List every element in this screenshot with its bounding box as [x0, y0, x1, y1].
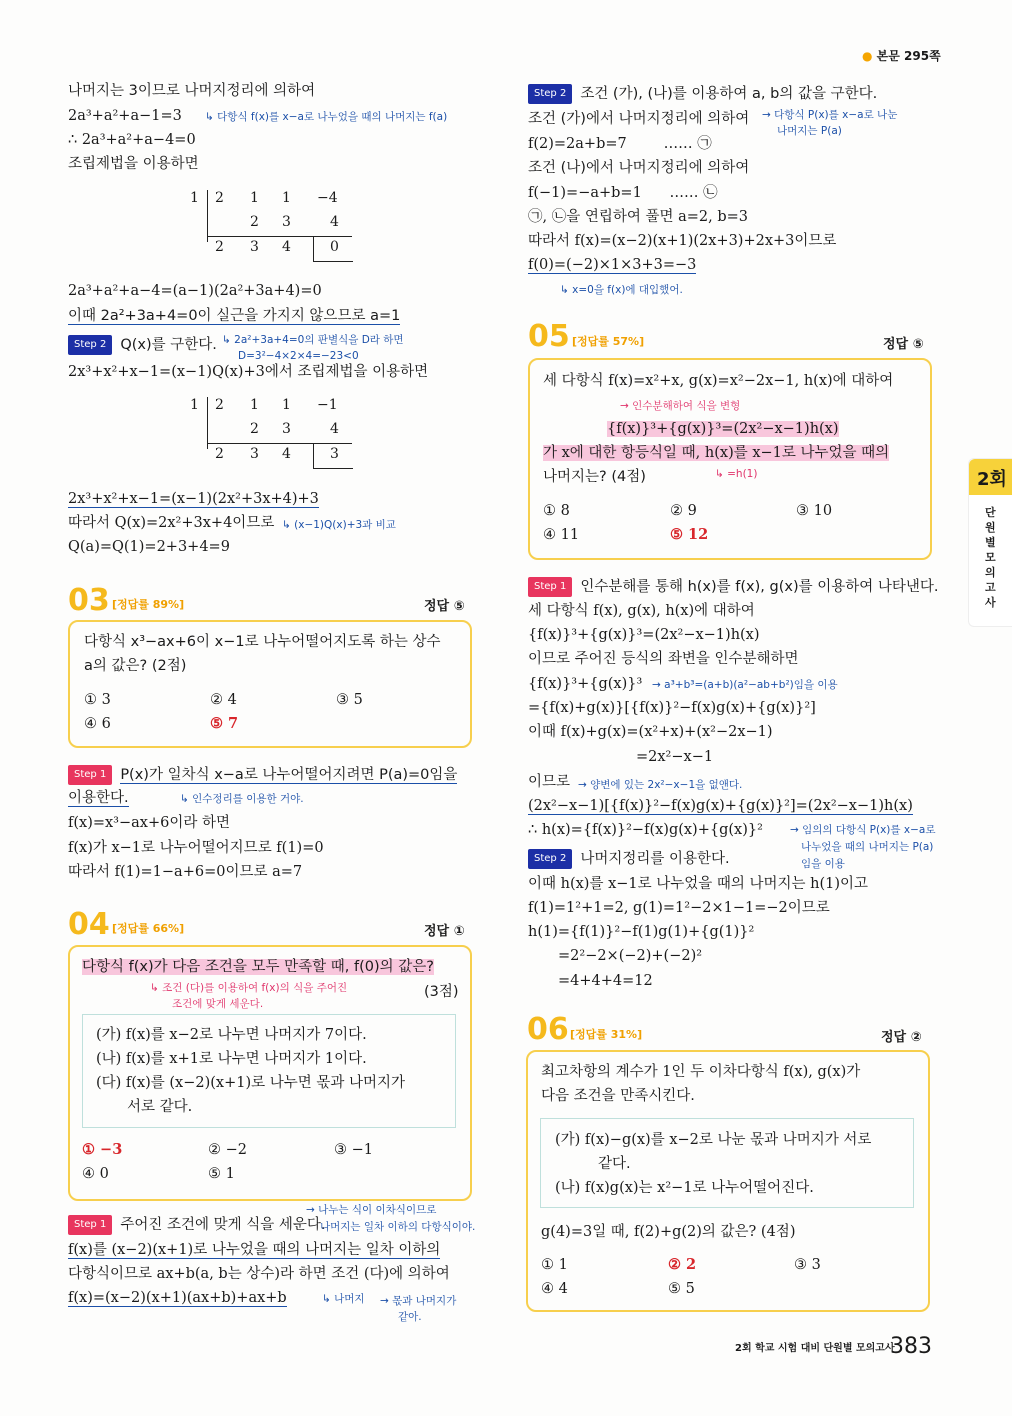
question-text: 최고차항의 계수가 1인 두 이차다항식 f(x), g(x)가: [541, 1064, 861, 1080]
circle-bullet-icon: ●: [862, 49, 873, 63]
choice[interactable]: ④ 0: [82, 1166, 109, 1182]
equation: {f(x)}³+{g(x)}³=(2x²−x−1)h(x): [528, 627, 760, 643]
annotation: ↳ 조건 (다)를 이용하여 f(x)의 식을 주어진: [150, 982, 348, 994]
equation: f(0)=(−2)×1×3+3=−3: [528, 257, 697, 273]
answer-label: 정답 ⑤: [424, 599, 465, 614]
annotation: 나누었을 때의 나머지는 P(a): [801, 841, 934, 853]
annotation: D=3²−4×2×4=−23<0: [238, 350, 359, 362]
synthetic-division-1: 1 2 1 1 −4 2 3 4 2 3 4 0: [185, 190, 355, 265]
equation: f(x)=x³−ax+6이라 하면: [68, 815, 230, 831]
text-line: 이므로 주어진 등식의 좌변을 인수분해하면: [528, 651, 799, 667]
step-heading: Step 1 주어진 조건에 맞게 식을 세운다.: [68, 1215, 325, 1235]
step-heading: 이용한다.: [68, 790, 129, 806]
annotation: ↳ x=0을 f(x)에 대입했어.: [560, 284, 683, 296]
choice[interactable]: ④ 11: [543, 527, 580, 543]
annotation: 나머지는 P(a): [777, 125, 842, 137]
synthetic-division-2: 1 2 1 1 −1 2 3 4 2 3 4 3: [185, 397, 355, 472]
equation: f(−1)=−a+b=1 …… ㉡: [528, 185, 718, 201]
text-line: 세 다항식 f(x), g(x), h(x)에 대하여: [528, 603, 755, 619]
choice[interactable]: ④ 4: [541, 1281, 568, 1297]
equation: ∴ 2a³+a²+a−4=0: [68, 132, 196, 148]
text-line: 조립제법을 이용하면: [68, 156, 199, 172]
step-heading: Step 2 나머지정리를 이용한다.: [528, 849, 730, 869]
choice[interactable]: ② 4: [210, 692, 237, 708]
text-line: 따라서 Q(x)=2x²+3x+4이므로: [68, 515, 275, 531]
annotation: 조건에 맞게 세운다.: [172, 998, 264, 1010]
equation: ={f(x)+g(x)}[{f(x)}²−f(x)g(x)+{g(x)}²]: [528, 700, 816, 716]
answer-label: 정답 ①: [424, 924, 465, 939]
correct-rate: [정답률 89%]: [112, 598, 185, 611]
annotation: 나머지는 일차 이하의 다항식이야.: [320, 1221, 476, 1233]
choice[interactable]: ② 9: [670, 503, 697, 519]
question-text: g(4)=3일 때, f(2)+g(2)의 값은? (4점): [541, 1224, 796, 1240]
choice[interactable]: ① 8: [543, 503, 570, 519]
annotation: → 양변에 있는 2x²−x−1을 없앤다.: [578, 779, 743, 791]
choice[interactable]: ④ 6: [84, 716, 111, 732]
equation: 2a³+a²+a−4=(a−1)(2a²+3a+4)=0: [68, 283, 322, 299]
annotation: → 다항식 P(x)를 x−a로 나눈: [762, 109, 898, 121]
correct-rate: [정답률 57%]: [572, 335, 645, 348]
text-line: 이므로: [528, 774, 571, 790]
equation: ∴ h(x)={f(x)}²−f(x)g(x)+{g(x)}²: [528, 822, 763, 838]
annotation: ↳ =h(1): [715, 468, 758, 480]
question-text: 다음 조건을 만족시킨다.: [541, 1088, 695, 1104]
answer-label: 정답 ⑤: [883, 337, 924, 352]
question-text: 다항식 x³−ax+6이 x−1로 나누어떨어지도록 하는 상수: [84, 634, 441, 650]
choice[interactable]: ③ 5: [336, 692, 363, 708]
page-reference: [862, 47, 941, 65]
choice[interactable]: ① 1: [541, 1257, 568, 1273]
equation: f(2)=2a+b=7 …… ㉠: [528, 136, 712, 152]
choice-checked[interactable]: ② 2: [668, 1256, 697, 1273]
points: (3점): [424, 984, 459, 1000]
condition: 같다.: [598, 1156, 631, 1172]
equation: f(x)=(x−2)(x+1)(ax+b)+ax+b: [68, 1290, 287, 1306]
choice-checked[interactable]: ① −3: [82, 1141, 123, 1158]
equation: 2x³+x²+x−1=(x−1)Q(x)+3에서 조립제법을 이용하면: [68, 364, 429, 380]
question-text: a의 값은? (2점): [84, 658, 187, 674]
chapter-side-tab[interactable]: [968, 458, 1012, 627]
equation: f(1)=1²+1=2, g(1)=1²−2×1−1=−2이므로: [528, 900, 830, 916]
equation: 2a³+a²+a−1=3: [68, 108, 182, 124]
equation: 다항식이므로 ax+b(a, b는 상수)라 하면 조건 (다)에 의하여: [68, 1266, 450, 1282]
round-label: 2회: [969, 459, 1012, 495]
annotation: 같아.: [398, 1311, 422, 1323]
annotation: ↳ 다항식 f(x)를 x−a로 나누었을 때의 나머지는 f(a): [205, 111, 448, 123]
equation: 이때 f(x)+g(x)=(x²+x)+(x²−2x−1): [528, 724, 773, 740]
text-line: 이때 2a²+3a+4=0이 실근을 가지지 않으므로 a=1: [68, 308, 401, 324]
annotation: → 몫과 나머지가: [380, 1295, 457, 1307]
problem-number: 04: [68, 907, 110, 942]
equation: (2x²−x−1)[{f(x)}²−f(x)g(x)+{g(x)}²]=(2x²−x−1)h(x): [528, 798, 913, 814]
equation: {f(x)}³+{g(x)}³: [528, 676, 643, 692]
annotation: → 인수분해하여 식을 변형: [620, 400, 741, 412]
choice[interactable]: ① 3: [84, 692, 111, 708]
equation: ㉠, ㉡을 연립하여 풀면 a=2, b=3: [528, 209, 748, 225]
equation: =2²−2×(−2)+(−2)²: [558, 948, 703, 964]
choice-checked[interactable]: ⑤ 7: [210, 715, 239, 732]
text-line: 조건 (나)에서 나머지정리에 의하여: [528, 160, 750, 176]
page-number: 383: [890, 1334, 932, 1359]
annotation: ↳ 나머지: [322, 1293, 365, 1305]
equation: 따라서 f(x)=(x−2)(x+1)(2x+3)+2x+3이므로: [528, 233, 837, 249]
question-text: 다항식 f(x)가 다음 조건을 모두 만족할 때, f(0)의 값은?: [82, 959, 434, 975]
choice[interactable]: ⑤ 1: [208, 1166, 235, 1182]
condition: (나) f(x)g(x)는 x²−1로 나누어떨어진다.: [555, 1180, 814, 1196]
condition: 서로 같다.: [127, 1099, 193, 1115]
annotation: 임을 이용: [801, 858, 845, 870]
condition: (다) f(x)를 (x−2)(x+1)로 나누면 몫과 나머지가: [96, 1075, 406, 1091]
text-line: 조건 (가)에서 나머지정리에 의하여: [528, 111, 750, 127]
condition: (가) f(x)를 x−2로 나누면 나머지가 7이다.: [96, 1027, 367, 1043]
choice-checked[interactable]: ⑤ 12: [670, 526, 709, 543]
choice[interactable]: ⑤ 5: [668, 1281, 695, 1297]
equation: =4+4+4=12: [558, 973, 653, 989]
correct-rate: [정답률 66%]: [112, 922, 185, 935]
annotation: ↳ 인수정리를 이용한 거야.: [180, 793, 304, 805]
equation: f(x)가 x−1로 나누어떨어지므로 f(1)=0: [68, 840, 324, 856]
annotation: → 임의의 다항식 P(x)를 x−a로: [790, 824, 936, 836]
question-text: 가 x에 대한 항등식일 때, h(x)를 x−1로 나누었을 때의: [543, 445, 890, 461]
step-heading: Step 1 P(x)가 일차식 x−a로 나누어떨어지려면 P(a)=0임을: [68, 765, 457, 785]
condition: (가) f(x)−g(x)를 x−2로 나눈 몫과 나머지가 서로: [555, 1132, 872, 1148]
annotation: → 나누는 식이 이차식이므로: [306, 1204, 437, 1216]
section-label: 단원별모의고사: [985, 506, 996, 609]
text-line: 나머지는 3이므로 나머지정리에 의하여: [68, 83, 316, 99]
problem-number: 03: [68, 583, 110, 618]
question-text: 세 다항식 f(x)=x²+x, g(x)=x²−2x−1, h(x)에 대하여: [543, 373, 894, 389]
problem-number: 05: [528, 319, 570, 354]
question-text: 나머지는? (4점): [543, 469, 646, 485]
reference-text: 본문 295쪽: [876, 49, 941, 63]
footer-title: 2회 학교 시험 대비 단원별 모의고사: [735, 1343, 895, 1354]
step-heading: Step 2 조건 (가), (나)를 이용하여 a, b의 값을 구한다.: [528, 84, 877, 104]
text-line: 이때 h(x)를 x−1로 나누었을 때의 나머지는 h(1)이고: [528, 876, 869, 892]
choice[interactable]: ③ 3: [794, 1257, 821, 1273]
equation: =2x²−x−1: [636, 749, 714, 765]
annotation: ↳ 2a²+3a+4=0의 판별식을 D라 하면: [222, 334, 404, 346]
choice[interactable]: ② −2: [208, 1142, 247, 1158]
problem-number: 06: [527, 1012, 569, 1047]
equation: Q(a)=Q(1)=2+3+4=9: [68, 539, 230, 555]
choice[interactable]: ③ 10: [796, 503, 833, 519]
step-heading: Step 1 인수분해를 통해 h(x)를 f(x), g(x)를 이용하여 나타낸다.: [528, 577, 939, 597]
answer-label: 정답 ②: [881, 1030, 922, 1045]
annotation: → a³+b³=(a+b)(a²−ab+b²)임을 이용: [652, 679, 838, 691]
equation: {f(x)}³+{g(x)}³=(2x²−x−1)h(x): [607, 421, 839, 437]
equation: f(x)를 (x−2)(x+1)로 나누었을 때의 나머지는 일차 이하의: [68, 1242, 441, 1258]
equation: h(1)={f(1)}²−f(1)g(1)+{g(1)}²: [528, 924, 755, 940]
step-heading: Step 2 Q(x)를 구한다.: [68, 335, 217, 355]
condition: (나) f(x)를 x+1로 나누면 나머지가 1이다.: [96, 1051, 367, 1067]
equation: 2x³+x²+x−1=(x−1)(2x²+3x+4)+3: [68, 491, 319, 507]
correct-rate: [정답률 31%]: [570, 1028, 643, 1041]
equation: 따라서 f(1)=1−a+6=0이므로 a=7: [68, 864, 303, 880]
choice[interactable]: ③ −1: [334, 1142, 373, 1158]
annotation: ↳ (x−1)Q(x)+3과 비교: [282, 519, 396, 531]
